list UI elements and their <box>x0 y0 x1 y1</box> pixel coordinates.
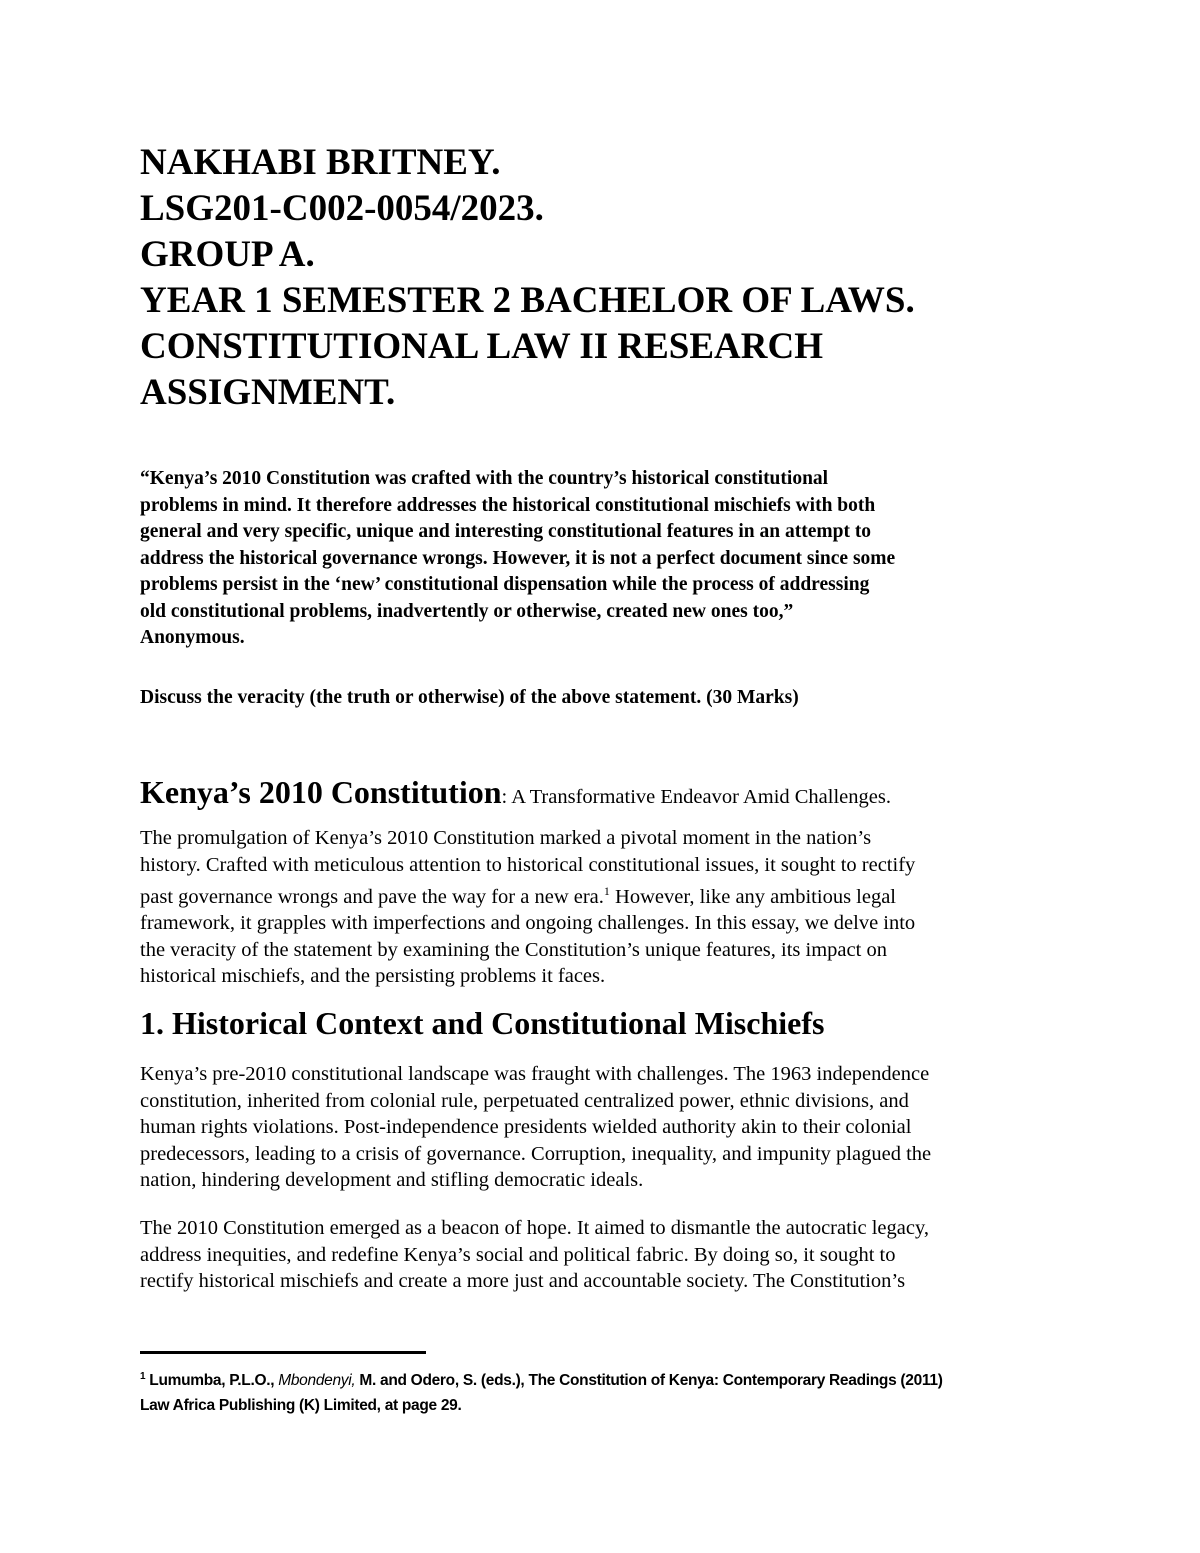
body-line: historical mischiefs, and the persisting problems it faces. <box>140 965 606 988</box>
essay-title-sub: : A Transformative Endeavor Amid Challenges. <box>501 786 891 808</box>
footnote-number: 1 <box>140 1371 146 1382</box>
student-name: NAKHABI BRITNEY. <box>140 142 501 183</box>
footnote-separator <box>140 1351 426 1354</box>
section-heading: 1. Historical Context and Constitutional Mischiefs <box>140 1005 825 1041</box>
body-line: framework, it grapples with imperfections and ongoing challenges. In this essay, we delve into <box>140 912 916 935</box>
body-line: human rights violations. Post-independence presidents wielded authority akin to their colonial <box>140 1116 912 1138</box>
footnote-reference[interactable]: 1 <box>603 884 610 898</box>
question-instruction <box>140 685 799 712</box>
essay-title <box>140 774 891 811</box>
body-line: nation, hindering development and stifling democratic ideals. <box>140 1169 644 1191</box>
footnote-text: Law Africa Publishing (K) Limited, at page 29. <box>140 1397 462 1415</box>
essay-title-main: Kenya’s 2010 Constitution <box>140 774 502 810</box>
registration-number: LSG201-C002-0054/2023. <box>140 188 544 229</box>
assignment-title-line2: ASSIGNMENT. <box>140 372 396 413</box>
body-line <box>140 878 915 910</box>
body-text: However, like any ambitious legal <box>609 885 897 908</box>
section1-paragraph-2 <box>140 1215 929 1295</box>
body-line: address inequities, and redefine Kenya’s social and political fabric. By doing so, it sought to <box>140 1243 896 1266</box>
cover-header <box>140 140 915 416</box>
body-line: the veracity of the statement by examining the Constitution’s unique features, its impact on <box>140 938 887 961</box>
question-quote <box>140 466 895 652</box>
programme: YEAR 1 SEMESTER 2 BACHELOR OF LAWS. <box>140 280 915 321</box>
quote-line: general and very specific, unique and interesting constitutional features in an attempt to <box>140 521 872 542</box>
footnote-text-italic: Mbondenyi, <box>278 1372 356 1390</box>
body-line: history. Crafted with meticulous attention to historical constitutional issues, it sought to rectify <box>140 853 916 876</box>
body-text: past governance wrongs and pave the way for a new era. <box>140 885 604 908</box>
section1-paragraph-1 <box>140 1061 931 1194</box>
body-line: rectify historical mischiefs and create a more just and accountable society. The Constitution’s <box>140 1270 906 1292</box>
footnote-text: Lumumba, P.L.O., <box>145 1372 279 1390</box>
quote-line: “Kenya’s 2010 Constitution was crafted with the country’s historical constitutional <box>140 468 829 489</box>
quote-line: problems in mind. It therefore addresses the historical constitutional mischiefs with both <box>140 494 876 516</box>
quote-line: old constitutional problems, inadvertently or otherwise, created new ones too,” <box>140 600 794 622</box>
body-line: predecessors, leading to a crisis of governance. Corruption, inequality, and impunity plagued the <box>140 1142 932 1165</box>
body-line: Kenya’s pre-2010 constitutional landscape was fraught with challenges. The 1963 independence <box>140 1063 930 1085</box>
body-line: constitution, inherited from colonial rule, perpetuated centralized power, ethnic divisions, and <box>140 1089 909 1112</box>
assignment-title-line1: CONSTITUTIONAL LAW II RESEARCH <box>140 326 823 367</box>
footnote <box>140 1364 943 1418</box>
intro-paragraph <box>140 825 915 990</box>
quote-line: problems persist in the ‘new’ constitutional dispensation while the process of addressing <box>140 574 870 595</box>
footnote-text: M. and Odero, S. (eds.), The Constitution of Kenya: Contemporary Readings (2011) <box>355 1372 943 1390</box>
group: GROUP A. <box>140 234 315 275</box>
quote-line: address the historical governance wrongs. However, it is not a perfect document since some <box>140 547 896 569</box>
body-line: The promulgation of Kenya’s 2010 Constitution marked a pivotal moment in the nation’s <box>140 827 872 849</box>
body-line: The 2010 Constitution emerged as a beacon of hope. It aimed to dismantle the autocratic legacy, <box>140 1217 929 1239</box>
quote-attribution: Anonymous. <box>140 627 245 648</box>
instruction-text: Discuss the veracity (the truth or otherwise) of the above statement. (30 Marks) <box>140 687 799 708</box>
